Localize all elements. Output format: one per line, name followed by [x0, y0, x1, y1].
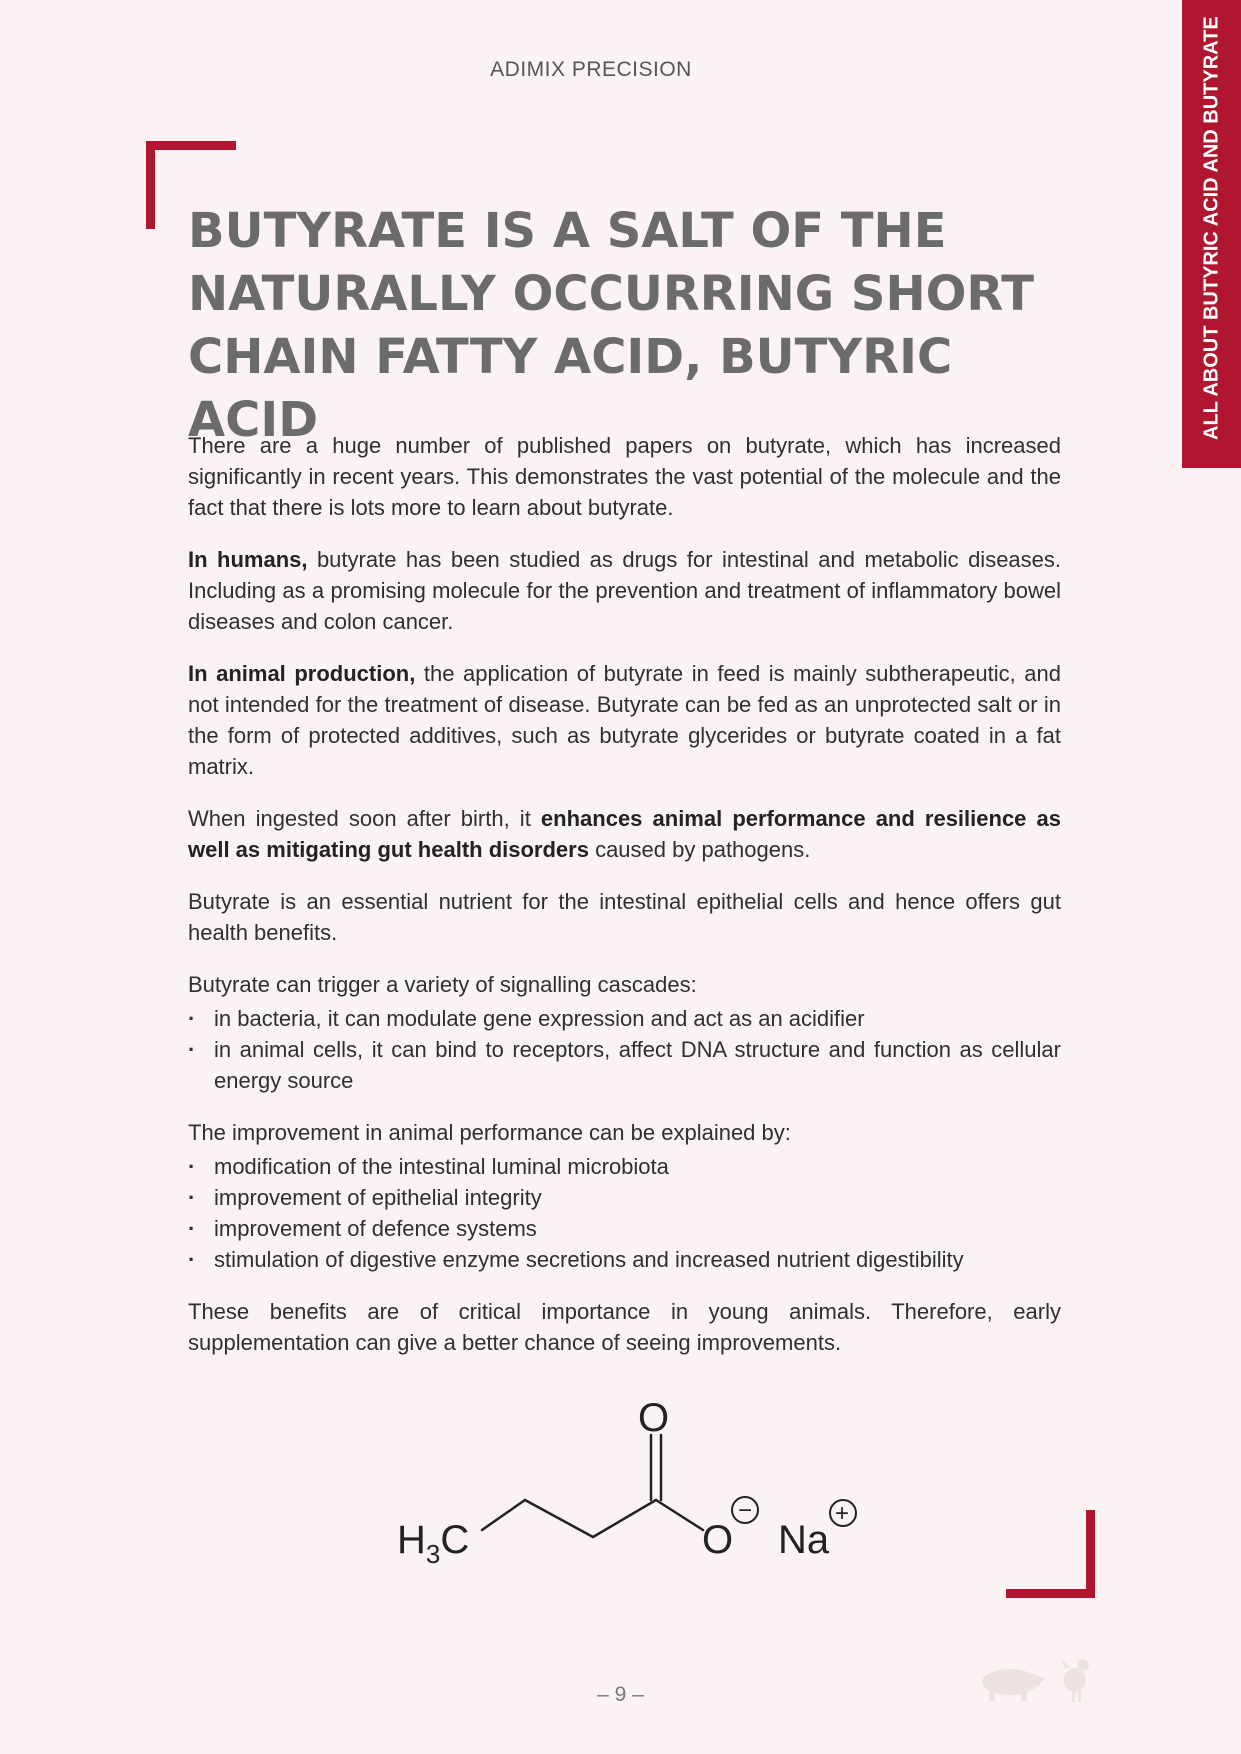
title-line-2: NATURALLY OCCURRING SHORT: [188, 266, 1034, 322]
list-item: · stimulation of digestive enzyme secretions and increased nutrient digestibility: [188, 1244, 1061, 1275]
animal-production-text: the application of butyrate in feed is mainly subtherapeutic, and not intended for the treatment of disease. Butyrate can be fed as an unprotected salt or in the form of protected additives, such as butyrate glycerides or butyrate coated in a fat matrix.: [188, 661, 1061, 779]
side-tab-label: ALL ABOUT BUTYRIC ACID AND BUTYRATE: [1200, 16, 1222, 440]
body-text: [188, 430, 1061, 1379]
corner-bracket-bottom-right: [1006, 1589, 1095, 1598]
running-header: ADIMIX PRECISION: [490, 58, 692, 81]
paragraph-animal-production: [188, 658, 1061, 782]
oxygen-top: O: [638, 1396, 670, 1440]
paragraph-improvement: The improvement in animal performance can be explained by:: [188, 1120, 791, 1145]
list-item: · modification of the intestinal luminal microbiota: [188, 1151, 1061, 1182]
section-side-tab: [1182, 0, 1241, 468]
birth-text-bold: enhances animal performance and resilience as well as mitigating gut health disorders: [188, 806, 1061, 862]
paragraph-intro: There are a huge number of published papers on butyrate, which has increased significantly in recent years. This demonstrates the vast potential of the molecule and the fact that there is lots more to learn about butyrate.: [188, 433, 1061, 520]
title-line-3: CHAIN FATTY ACID, BUTYRIC ACID: [188, 329, 953, 448]
corner-bracket-top-left-vertical: [146, 141, 155, 229]
oxygen-ion: O: [702, 1518, 734, 1562]
list-item: · in bacteria, it can modulate gene expression and act as an acidifier: [188, 1003, 1061, 1034]
paragraph-conclusion: These benefits are of critical importance in young animals. Therefore, early supplementation can give a better chance of seeing improvements.: [188, 1299, 1061, 1355]
animal-production-lead: In animal production,: [188, 661, 416, 686]
title-line-1: BUTYRATE IS A SALT OF THE: [188, 203, 947, 259]
paragraph-nutrient: Butyrate is an essential nutrient for the intestinal epithelial cells and hence offers gut health benefits.: [188, 889, 1061, 945]
bond-3: [593, 1500, 656, 1537]
methyl-group: $H_3C$: [397, 1518, 470, 1569]
corner-bracket-top-left: [146, 141, 236, 150]
humans-text: butyrate has been studied as drugs for intestinal and metabolic diseases. Including as a promising molecule for the prevention and treatment of inflammatory bowel diseases and colon cancer.: [188, 547, 1062, 634]
list-item: · improvement of defence systems: [188, 1213, 1061, 1244]
corner-bracket-bottom-right-vertical: [1086, 1510, 1095, 1598]
birth-text-start: When ingested soon after birth, it: [188, 806, 541, 831]
humans-lead: In humans,: [188, 547, 308, 572]
paragraph-humans: [188, 544, 1061, 637]
bond-1: [482, 1500, 525, 1530]
paragraph-signalling: Butyrate can trigger a variety of signalling cascades:: [188, 972, 697, 997]
paragraph-birth: [188, 803, 1061, 865]
improvement-list: [188, 1151, 1061, 1275]
plus-sign: +: [835, 1500, 850, 1527]
list-item: · improvement of epithelial integrity: [188, 1182, 1061, 1213]
list-item: · in animal cells, it can bind to receptors, affect DNA structure and function as cellular energy source: [188, 1034, 1061, 1096]
page-title: [188, 200, 1068, 452]
sodium-ion: Na: [778, 1518, 830, 1562]
bond-4: [656, 1500, 703, 1530]
signalling-list: [188, 1003, 1061, 1096]
bond-2: [525, 1500, 593, 1537]
sodium-butyrate-structure: [380, 1395, 880, 1575]
farm-animals-watermark-icon: [975, 1655, 1095, 1705]
birth-text-end: caused by pathogens.: [588, 837, 811, 862]
page-number: – 9 –: [597, 1683, 644, 1706]
minus-sign: −: [738, 1497, 753, 1524]
